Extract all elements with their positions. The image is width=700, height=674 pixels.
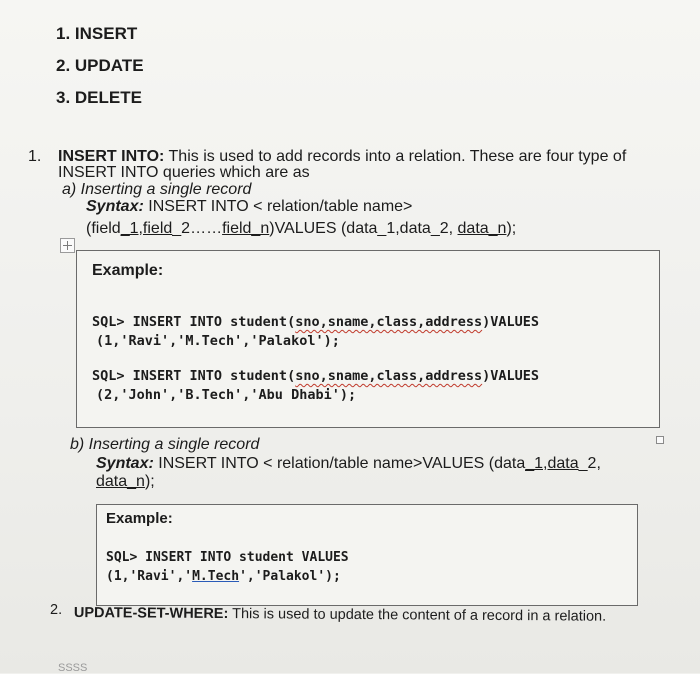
section1-desc-line1: This is used to add records into a relation. These are four type of: [168, 148, 627, 165]
fields-u2: field_n: [222, 220, 270, 237]
sub-a-fields: [86, 220, 516, 238]
q-post: ','Palakol');: [239, 569, 341, 584]
q1-cols: sno,sname,class,address: [295, 314, 483, 330]
fields-u1: _1,field: [120, 220, 173, 237]
fields-mid: _2……: [172, 220, 223, 237]
example-1-query2-values: (2,'John','B.Tech','Abu Dhabi');: [96, 387, 357, 403]
example-2-query-line1: SQL> INSERT INTO student VALUES: [106, 550, 349, 565]
sub-b-syntax-label: Syntax:: [96, 455, 154, 472]
q-u: M.Tech: [192, 569, 240, 584]
sub-a-syntax-text: INSERT INTO < relation/table name>: [148, 198, 413, 215]
section1-desc-line2: INSERT INTO queries which are as: [58, 164, 310, 181]
cutoff-text: SSSS: [58, 662, 88, 674]
fields-post: )VALUES (data_1,data_2,: [269, 220, 454, 237]
toc-item-delete: 3. DELETE: [56, 88, 142, 107]
q1-pre: SQL> INSERT INTO student(: [92, 314, 296, 330]
sub-a-syntax: [86, 198, 412, 216]
example-1-title: Example:: [92, 262, 164, 279]
toc-item-update: 2. UPDATE: [56, 56, 144, 75]
section2-heading: UPDATE-SET-WHERE:: [73, 605, 229, 623]
sub-a-syntax-label: Syntax:: [86, 198, 144, 215]
sub-b-syntax-u1: _1,data: [525, 455, 579, 472]
section2-number: 2.: [50, 602, 63, 618]
section1-number: 1.: [28, 148, 42, 165]
q1-post: )VALUES: [482, 314, 540, 330]
fields-u3: data_n: [457, 220, 507, 237]
q2-pre: SQL> INSERT INTO student(: [92, 368, 296, 384]
example-2-query-values: [106, 569, 341, 584]
sub-b-syntax-end: _2,: [578, 455, 601, 472]
fields-pre: (field: [86, 220, 121, 237]
sub-b-syntax-text: INSERT INTO < relation/table name>VALUES (data: [158, 455, 526, 472]
sub-b-label: b) Inserting a single record: [70, 436, 260, 453]
section2-line: [74, 605, 606, 625]
sub-a-label: a) Inserting a single record: [62, 181, 252, 198]
section2-desc: This is used to update the content of a record in a relation.: [232, 606, 607, 625]
toc-item-insert: 1. INSERT: [56, 24, 138, 43]
sub-b-line2-u: data_n: [96, 473, 145, 490]
table-move-handle-icon[interactable]: [60, 238, 75, 253]
example-2-title: Example:: [106, 510, 173, 527]
section1-heading: INSERT INTO:: [58, 148, 165, 165]
q2-post: )VALUES: [482, 368, 540, 384]
example-1-query1-line1: [92, 314, 539, 330]
example-1-query2-line1: [92, 368, 539, 384]
q-pre: (1,'Ravi',': [106, 569, 193, 584]
sub-b-syntax: [96, 455, 601, 473]
fields-end: );: [506, 220, 517, 237]
resize-handle-icon[interactable]: [656, 436, 664, 444]
sub-b-line2: [96, 473, 155, 491]
q2-cols: sno,sname,class,address: [295, 368, 483, 384]
example-1-query1-values: (1,'Ravi','M.Tech','Palakol');: [96, 333, 340, 349]
sub-b-line2-end: );: [144, 473, 155, 490]
